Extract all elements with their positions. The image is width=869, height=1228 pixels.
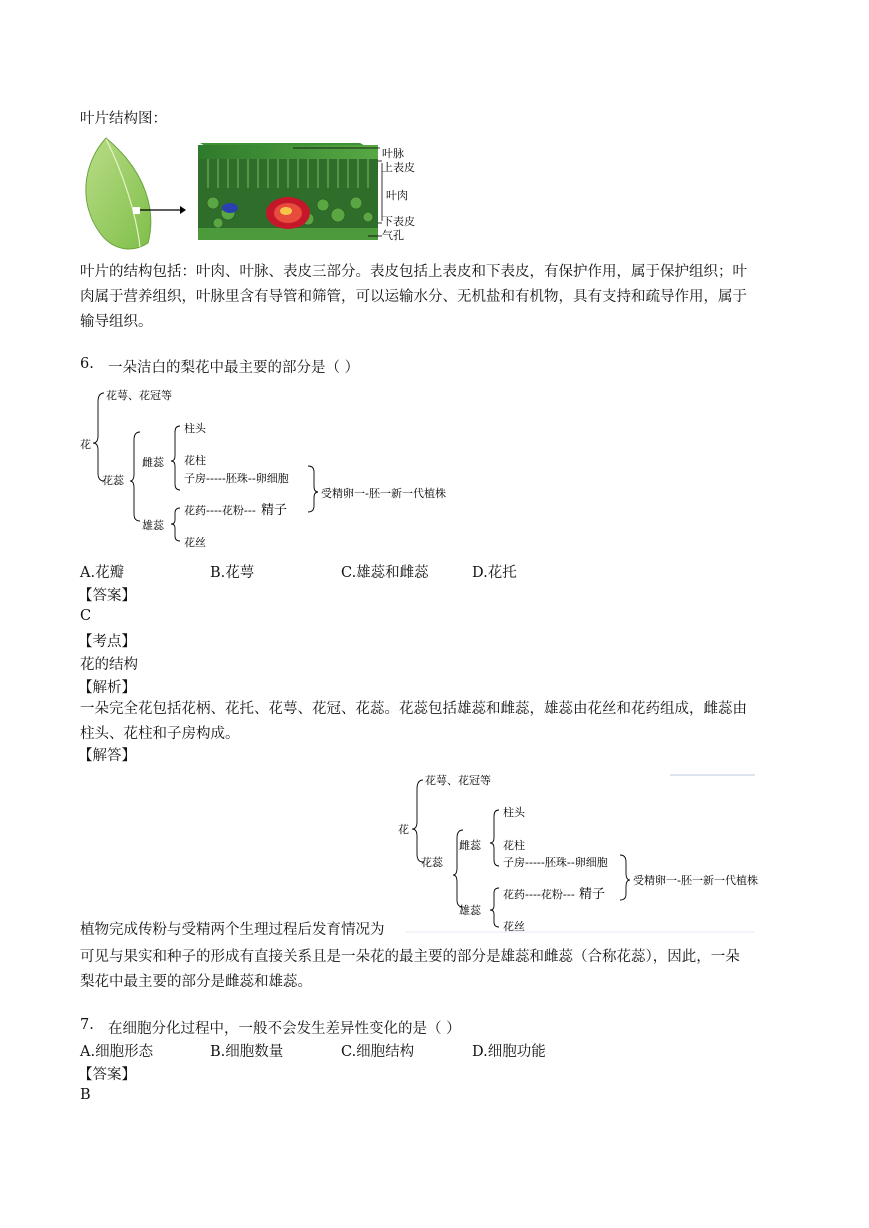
q6-question: 一朵洁白的梨花中最主要的部分是（ ） xyxy=(108,360,360,376)
svg-text:花丝: 花丝 xyxy=(184,536,206,549)
svg-text:花蕊: 花蕊 xyxy=(102,474,124,487)
svg-text:花柱: 花柱 xyxy=(503,839,525,852)
svg-text:花药----花粉---: 花药----花粉--- xyxy=(184,504,256,517)
q6-answer: C xyxy=(80,608,92,624)
svg-text:雌蕊: 雌蕊 xyxy=(459,839,481,852)
svg-text:花柱: 花柱 xyxy=(184,454,206,467)
q6-jieda-text: 植物完成传粉与受精两个生理过程后发育情况为 xyxy=(80,922,385,938)
q7-answer-label: 【答案】 xyxy=(78,1067,136,1083)
q6-option-a[interactable]: A.花瓣 xyxy=(80,565,125,581)
svg-text:花丝: 花丝 xyxy=(503,920,525,933)
q7-number: 7. xyxy=(80,1017,94,1033)
q6-jieda-label: 【解答】 xyxy=(78,748,136,764)
q7-option-b[interactable]: B.细胞数量 xyxy=(210,1044,284,1060)
svg-text:柱头: 柱头 xyxy=(503,806,525,819)
q6-number: 6. xyxy=(80,356,94,372)
q6-jiexi-label: 【解析】 xyxy=(78,680,136,696)
q7-answer: B xyxy=(80,1087,91,1103)
flower-structure-diagram-2 xyxy=(395,770,775,935)
q7-option-d[interactable]: D.细胞功能 xyxy=(472,1044,546,1060)
svg-text:受精卵一-胚一新一代植株: 受精卵一-胚一新一代植株 xyxy=(633,874,758,887)
svg-text:花萼、花冠等: 花萼、花冠等 xyxy=(425,774,491,787)
leaf-structure-figure xyxy=(78,133,423,258)
svg-text:雌蕊: 雌蕊 xyxy=(142,456,164,469)
q7-option-c[interactable]: C.细胞结构 xyxy=(341,1044,415,1060)
svg-text:花: 花 xyxy=(80,438,91,451)
leaf-description: 叶片的结构包括：叶肉、叶脉、表皮三部分。表皮包括上表皮和下表皮，有保护作用，属于保护组织；叶 肉属于营养组织，叶脉里含有导管和筛管，可以运输水分、无机盐和有机物，具有支持和疏导作用，属于 输导组织。 xyxy=(80,264,747,330)
svg-text:子房-----胚珠--卵细胞: 子房-----胚珠--卵细胞 xyxy=(503,856,608,869)
q6-kaodian-label: 【考点】 xyxy=(78,634,136,650)
svg-text:柱头: 柱头 xyxy=(184,422,206,435)
svg-text:精子: 精子 xyxy=(579,887,606,902)
q6-jiexi: 一朵完全花包括花柄、花托、花萼、花冠、花蕊。花蕊包括雄蕊和雌蕊，雄蕊由花丝和花药组成，雌蕊由 柱头、花柱和子房构成。 xyxy=(80,701,747,742)
label-mesophyll: 叶肉 xyxy=(386,189,408,202)
svg-text:子房-----胚珠--卵细胞: 子房-----胚珠--卵细胞 xyxy=(184,472,289,485)
q6-conclusion: 可见与果实和种子的形成有直接关系且是一朵花的最主要的部分是雄蕊和雌蕊（合称花蕊），因此，一朵 梨花中最主要的部分是雌蕊和雄蕊。 xyxy=(80,949,740,990)
q6-kaodian: 花的结构 xyxy=(80,657,138,673)
svg-text:花: 花 xyxy=(398,823,409,836)
q7-question: 在细胞分化过程中，一般不会发生差异性变化的是（ ） xyxy=(108,1021,461,1037)
label-leaf-vein: 叶脉 xyxy=(382,147,404,160)
label-lower-epidermis: 下表皮 xyxy=(382,215,415,228)
q6-answer-label: 【答案】 xyxy=(78,588,136,604)
label-upper-epidermis: 上表皮 xyxy=(382,161,415,174)
svg-text:受精卵一-胚一新一代植株: 受精卵一-胚一新一代植株 xyxy=(321,487,446,500)
q6-option-d[interactable]: D.花托 xyxy=(472,565,517,581)
svg-text:雄蕊: 雄蕊 xyxy=(142,519,164,532)
q7-options xyxy=(80,1040,680,1062)
svg-text:精子: 精子 xyxy=(261,503,288,518)
q7-option-a[interactable]: A.细胞形态 xyxy=(80,1044,154,1060)
flower-structure-diagram-1 xyxy=(78,386,468,552)
svg-text:花蕊: 花蕊 xyxy=(421,856,443,869)
leaf-heading: 叶片结构图： xyxy=(80,111,167,127)
svg-text:雄蕊: 雄蕊 xyxy=(459,904,481,917)
q6-option-c[interactable]: C.雄蕊和雌蕊 xyxy=(341,565,429,581)
q6-options xyxy=(80,561,680,583)
q6-option-b[interactable]: B.花萼 xyxy=(210,565,255,581)
svg-text:花药----花粉---: 花药----花粉--- xyxy=(503,888,575,901)
label-stomata: 气孔 xyxy=(382,229,404,242)
svg-text:花萼、花冠等: 花萼、花冠等 xyxy=(106,389,172,402)
